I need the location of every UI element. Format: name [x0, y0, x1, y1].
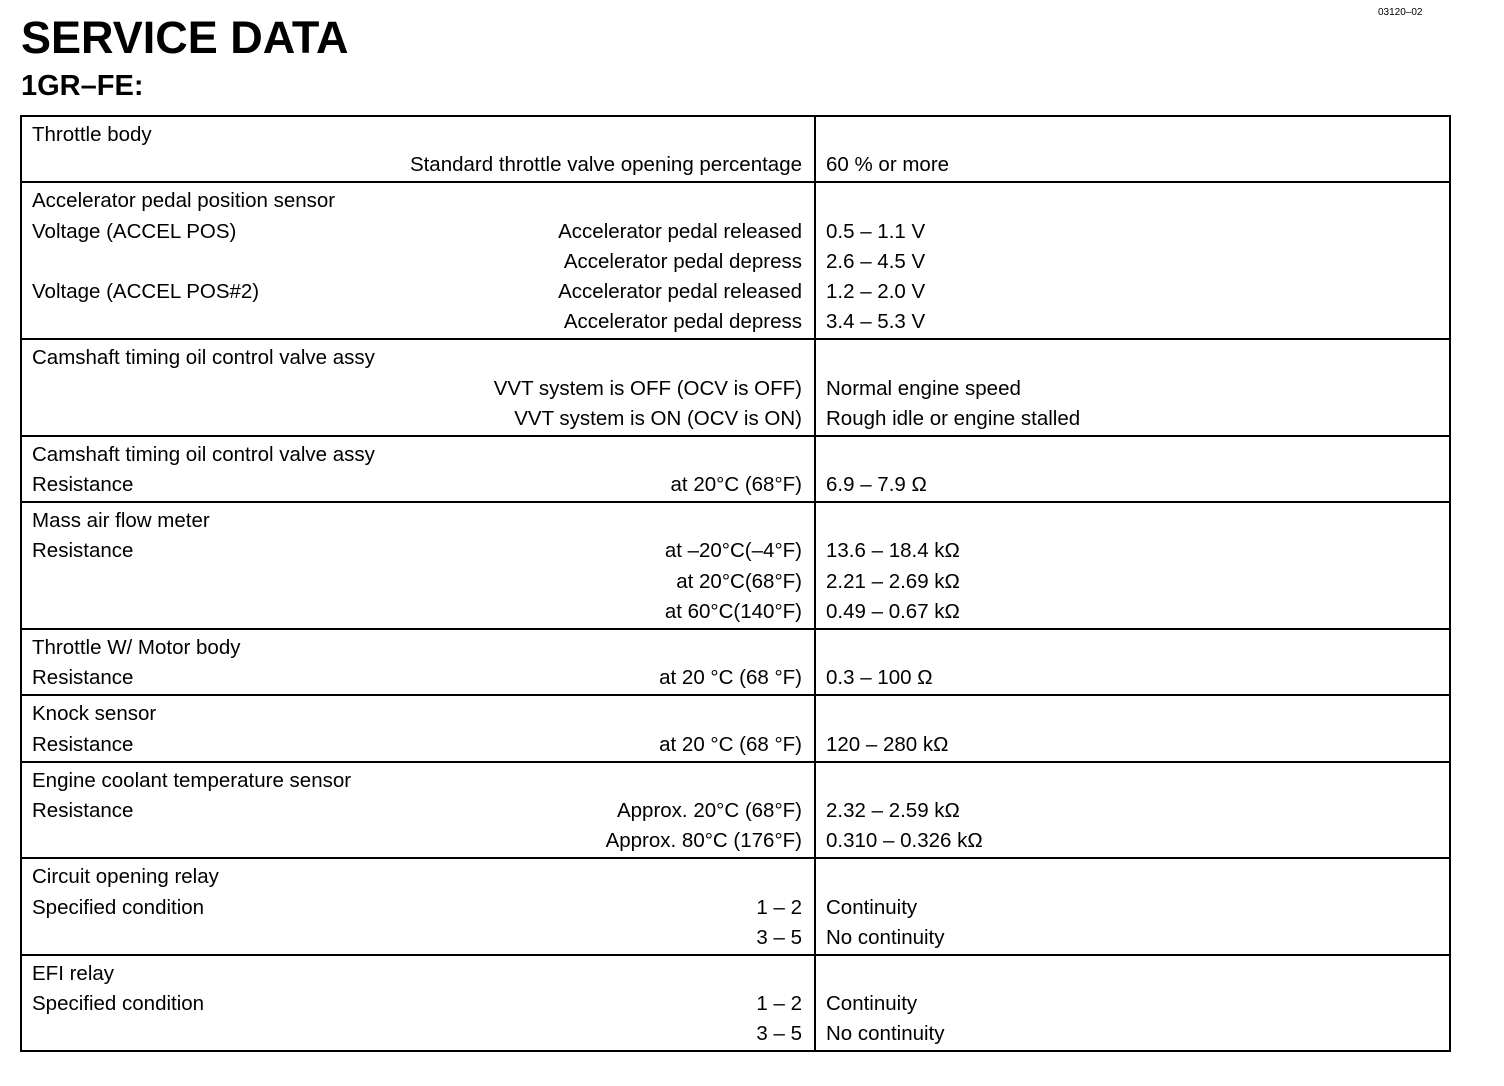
spec-section-value-cell — [815, 629, 1450, 695]
section-heading-line — [32, 120, 802, 150]
section-heading: Mass air flow meter — [32, 509, 210, 533]
spec-section — [21, 436, 1450, 502]
value-spacer — [826, 506, 1439, 536]
value-spacer — [826, 633, 1439, 663]
spec-section-left-cell — [21, 629, 815, 695]
spec-row — [32, 796, 802, 826]
spec-section-value-cell — [815, 695, 1450, 761]
spec-row — [32, 893, 802, 923]
spec-row-value: 3.4 – 5.3 V — [826, 310, 926, 334]
value-spacer — [826, 959, 1439, 989]
spec-row-condition: Standard throttle valve opening percentage — [409, 153, 802, 177]
spec-row-value: 0.3 – 100 Ω — [826, 666, 933, 690]
spec-row-condition: Accelerator pedal depress — [563, 249, 802, 273]
spec-section — [21, 502, 1450, 629]
spec-row-value: 0.5 – 1.1 V — [826, 219, 926, 243]
section-heading: Throttle W/ Motor body — [32, 636, 241, 659]
spec-row-condition: at 20°C(68°F) — [676, 569, 802, 593]
value-spacer — [826, 343, 1439, 373]
spec-row-value: 2.6 – 4.5 V — [826, 249, 926, 273]
spec-section-left-cell — [21, 116, 815, 182]
section-heading: Knock sensor — [32, 702, 157, 726]
section-heading: Accelerator pedal position sensor — [32, 189, 336, 213]
value-spacer — [826, 440, 1439, 470]
spec-row — [32, 404, 802, 434]
spec-section-left-cell — [21, 502, 815, 629]
spec-section-left-cell — [21, 695, 815, 761]
spec-section — [21, 339, 1450, 436]
engine-subtitle: 1GR–FE: — [21, 70, 144, 102]
spec-section — [21, 629, 1450, 695]
spec-row — [32, 536, 802, 566]
value-spacer — [826, 699, 1439, 729]
spec-row — [32, 307, 802, 337]
spec-section-value-cell — [815, 955, 1450, 1052]
spec-row-value: Normal engine speed — [826, 376, 1021, 400]
section-heading-line — [32, 440, 802, 470]
spec-row-label: Resistance — [32, 539, 134, 563]
spec-row-label: Resistance — [32, 798, 134, 822]
spec-row-value: 6.9 – 7.9 Ω — [826, 473, 927, 497]
spec-row-label: Specified condition — [32, 895, 205, 919]
section-heading: Camshaft timing oil control valve assy — [32, 442, 375, 466]
spec-section-left-cell — [21, 955, 815, 1052]
value-spacer — [826, 120, 1439, 150]
spec-row-condition: at 20 °C (68 °F) — [659, 666, 802, 690]
section-heading-line — [32, 699, 802, 729]
value-spacer — [826, 766, 1439, 796]
service-data-table-body — [21, 116, 1450, 1051]
spec-section-left-cell — [21, 436, 815, 502]
spec-row — [32, 826, 802, 856]
section-heading-line — [32, 959, 802, 989]
spec-row — [32, 730, 802, 760]
section-heading: EFI relay — [32, 961, 115, 985]
spec-row — [32, 663, 802, 693]
spec-section-value-cell — [815, 182, 1450, 339]
spec-section — [21, 955, 1450, 1052]
spec-row-label: Resistance — [32, 473, 134, 497]
spec-row-value: 2.21 – 2.69 kΩ — [826, 569, 960, 593]
spec-section — [21, 762, 1450, 859]
section-heading-line — [32, 186, 802, 216]
section-heading: Engine coolant temperature sensor — [32, 768, 352, 792]
value-spacer — [826, 186, 1439, 216]
spec-row — [32, 567, 802, 597]
spec-section-value-cell — [815, 762, 1450, 859]
spec-row — [32, 923, 802, 953]
spec-row-condition: VVT system is ON (OCV is ON) — [514, 406, 802, 430]
spec-row-value: Continuity — [826, 895, 918, 919]
spec-row-label: Voltage (ACCEL POS) — [32, 219, 237, 243]
spec-row-condition: at –20°C(–4°F) — [664, 539, 802, 563]
spec-section-value-cell — [815, 858, 1450, 955]
spec-section — [21, 858, 1450, 955]
spec-row — [32, 217, 802, 247]
page-title: SERVICE DATA — [21, 12, 349, 63]
spec-section — [21, 695, 1450, 761]
section-heading: Circuit opening relay — [32, 865, 219, 889]
spec-row-condition: 3 – 5 — [756, 925, 802, 949]
spec-row — [32, 150, 802, 180]
spec-section-value-cell — [815, 436, 1450, 502]
spec-row-condition: at 60°C(140°F) — [664, 599, 802, 623]
spec-section-value-cell — [815, 502, 1450, 629]
section-heading-line — [32, 506, 802, 536]
spec-section — [21, 182, 1450, 339]
service-data-table — [20, 115, 1451, 1052]
spec-row — [32, 374, 802, 404]
spec-section-left-cell — [21, 762, 815, 859]
spec-row-condition: Accelerator pedal released — [558, 279, 802, 303]
spec-row-condition: Approx. 20°C (68°F) — [616, 798, 802, 822]
spec-row-value: 0.49 – 0.67 kΩ — [826, 599, 960, 623]
spec-row-value: 1.2 – 2.0 V — [826, 279, 926, 303]
spec-row-value: 60 % or more — [826, 153, 950, 177]
section-heading-line — [32, 766, 802, 796]
spec-row-value: 120 – 280 kΩ — [826, 732, 949, 756]
document-code: 03120–02 — [1378, 7, 1423, 18]
section-heading-line — [32, 343, 802, 373]
spec-row-condition: Accelerator pedal depress — [563, 310, 802, 334]
spec-row — [32, 1019, 802, 1049]
section-heading: Throttle body — [32, 123, 152, 146]
spec-row-condition: Approx. 80°C (176°F) — [605, 829, 802, 853]
spec-row-value: No continuity — [826, 1022, 945, 1046]
spec-row-label: Specified condition — [32, 992, 205, 1016]
spec-row-value: No continuity — [826, 925, 945, 949]
spec-section-left-cell — [21, 182, 815, 339]
spec-row — [32, 597, 802, 627]
spec-row-condition: VVT system is OFF (OCV is OFF) — [493, 376, 802, 400]
spec-row-condition: 1 – 2 — [756, 992, 802, 1016]
spec-section — [21, 116, 1450, 182]
section-heading: Camshaft timing oil control valve assy — [32, 346, 375, 370]
spec-section-left-cell — [21, 339, 815, 436]
spec-row-value: 13.6 – 18.4 kΩ — [826, 539, 960, 563]
spec-row-condition: Accelerator pedal released — [558, 219, 802, 243]
section-heading-line — [32, 633, 802, 663]
spec-row-condition: at 20 °C (68 °F) — [659, 732, 802, 756]
spec-row — [32, 989, 802, 1019]
spec-section-value-cell — [815, 339, 1450, 436]
spec-row-condition: at 20°C (68°F) — [670, 473, 802, 497]
section-heading-line — [32, 862, 802, 892]
value-spacer — [826, 862, 1439, 892]
spec-row — [32, 277, 802, 307]
spec-row — [32, 247, 802, 277]
spec-row-condition: 1 – 2 — [756, 895, 802, 919]
spec-row-label: Resistance — [32, 732, 134, 756]
spec-row-value: Rough idle or engine stalled — [826, 406, 1081, 430]
spec-row-label: Resistance — [32, 666, 134, 690]
spec-section-value-cell — [815, 116, 1450, 182]
spec-row-value: Continuity — [826, 992, 918, 1016]
spec-row-value: 2.32 – 2.59 kΩ — [826, 798, 960, 822]
spec-row-condition: 3 – 5 — [756, 1022, 802, 1046]
spec-row-value: 0.310 – 0.326 kΩ — [826, 829, 983, 853]
spec-row-label: Voltage (ACCEL POS#2) — [32, 279, 260, 303]
spec-section-left-cell — [21, 858, 815, 955]
spec-row — [32, 470, 802, 500]
